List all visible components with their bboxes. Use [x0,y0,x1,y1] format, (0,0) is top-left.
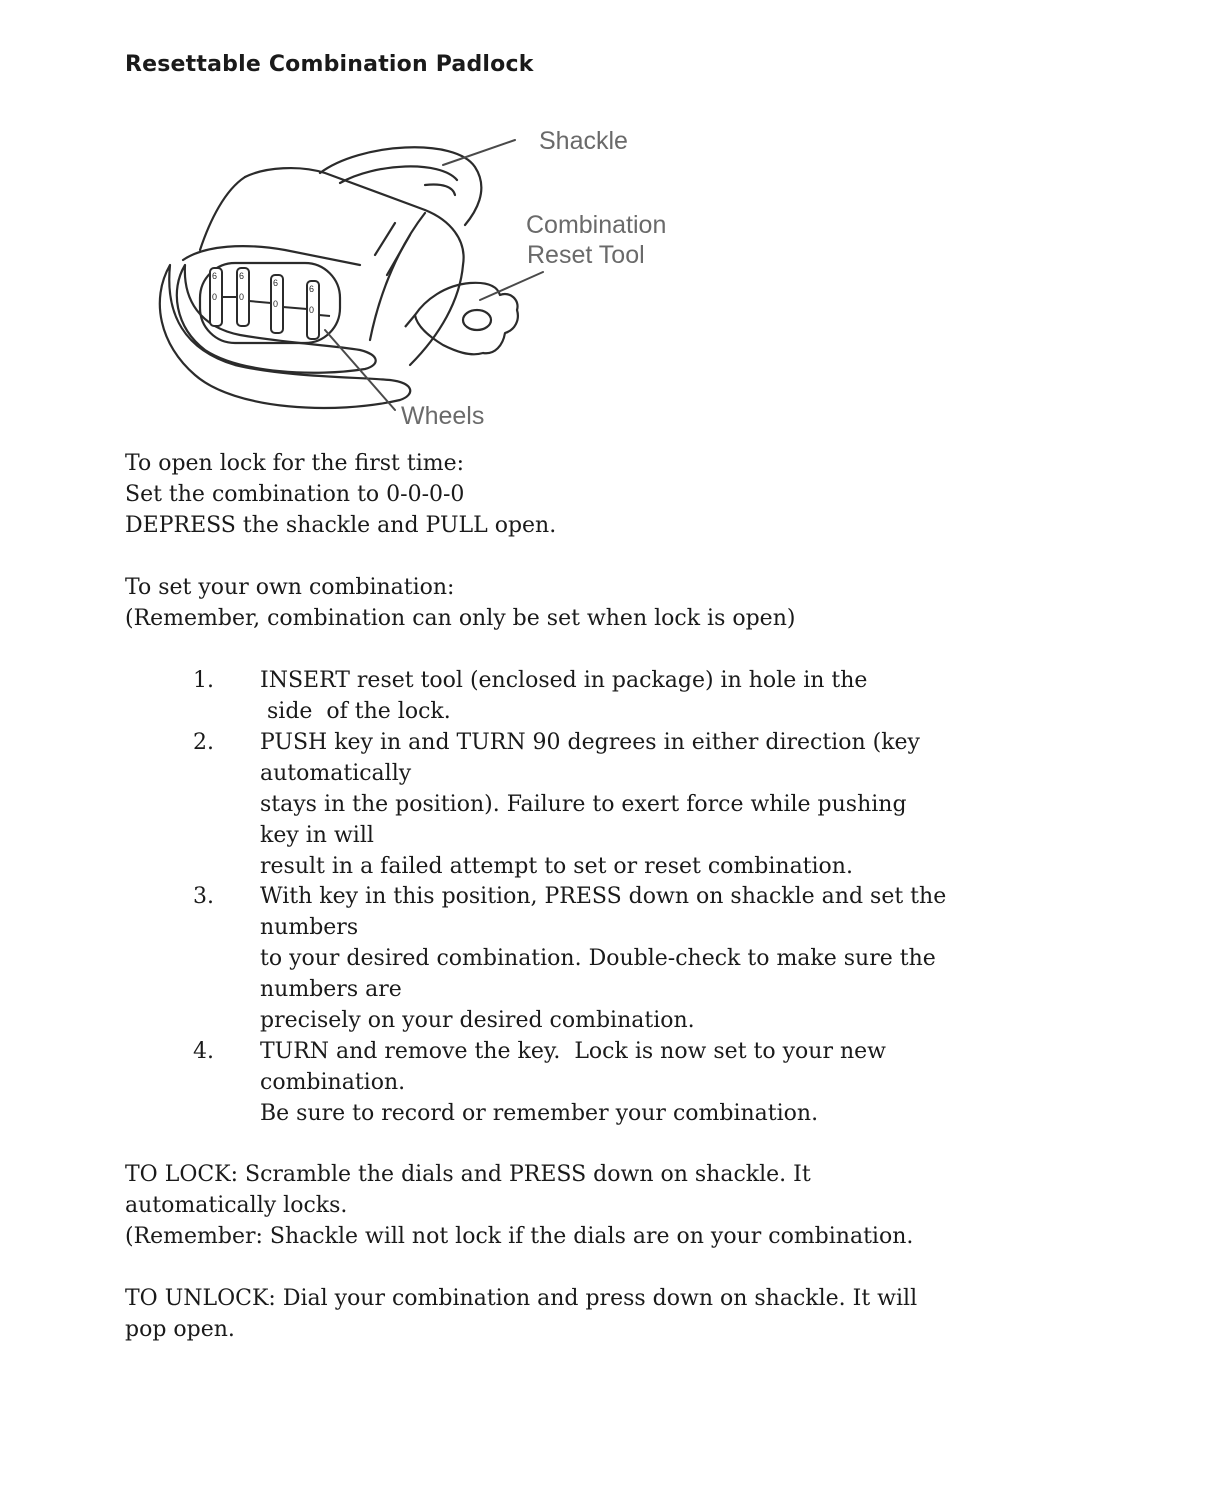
to-lock-line-1: TO LOCK: Scramble the dials and PRESS down on shackle. It [125,1162,811,1187]
step-2-number: 2. [193,730,214,755]
step-3-line: numbers are [260,977,402,1002]
wheel-3-digit-bottom: 0 [273,299,279,309]
wheels-leader-line [325,330,395,410]
to-unlock-line-1: TO UNLOCK: Dial your combination and press down on shackle. It will [125,1286,918,1311]
step-3-number: 3. [193,884,214,909]
to-lock-line-3: (Remember: Shackle will not lock if the dials are on your combination. [125,1224,914,1249]
padlock-front-face [160,265,410,408]
reset-tool [405,283,518,354]
first-time-line-2: Set the combination to 0-0-0-0 [125,482,465,507]
wheel-4-digit-bottom: 0 [309,305,315,315]
combination-wheels [210,268,330,339]
step-1-text [260,665,867,727]
step-2-line: stays in the position). Failure to exert force while pushing [260,792,907,817]
wheels-label: Wheels [401,402,485,430]
step-4-text [260,1036,886,1129]
step-4-line: TURN and remove the key. Lock is now set to your new [260,1039,886,1064]
step-2-line: result in a failed attempt to set or reset combination. [260,854,853,879]
step-2-line: automatically [260,761,412,786]
set-own-note: (Remember, combination can only be set when lock is open) [125,606,796,631]
wheel-2-digit-bottom: 0 [239,292,245,302]
wheel-4-digit-top: 6 [309,284,315,294]
shackle-outer [320,147,481,225]
to-lock-line-2: automatically locks. [125,1193,348,1218]
step-1-line: INSERT reset tool (enclosed in package) in hole in the [260,668,868,693]
reset-tool-label-line2: Reset Tool [527,241,645,269]
wheel-1-digit-top: 6 [212,271,218,281]
document-title: Resettable Combination Padlock [125,52,534,77]
step-3-line: precisely on your desired combination. [260,1008,695,1033]
step-3-text [260,881,946,1036]
step-4-line: Be sure to record or remember your combination. [260,1101,819,1126]
padlock-body-top [245,168,464,265]
step-3-line: With key in this position, PRESS down on shackle and set the [260,884,947,909]
step-3-line: to your desired combination. Double-check to make sure the [260,946,936,971]
reset-tool-label-line1: Combination [526,211,667,239]
step-4-line: combination. [260,1070,406,1095]
shackle-label: Shackle [539,127,628,155]
wheel-1-digit-bottom: 0 [212,292,218,302]
to-unlock-line-2: pop open. [125,1317,235,1342]
padlock-diagram [125,115,725,450]
first-time-heading: To open lock for the first time: [125,451,465,476]
step-2-line: key in will [260,823,374,848]
wheel-2-digit-top: 6 [239,271,245,281]
shackle-inner [340,166,457,183]
step-1-number: 1. [193,668,214,693]
step-1-line: side of the lock. [260,699,451,724]
step-2-line: PUSH key in and TURN 90 degrees in either direction (key [260,730,920,755]
padlock-illustration [125,115,725,450]
set-own-heading: To set your own combination: [125,575,455,600]
step-3-line: numbers [260,915,359,940]
step-2-text [260,727,920,882]
first-time-line-3: DEPRESS the shackle and PULL open. [125,513,557,538]
step-4-number: 4. [193,1039,214,1064]
wheel-3-digit-top: 6 [273,278,279,288]
